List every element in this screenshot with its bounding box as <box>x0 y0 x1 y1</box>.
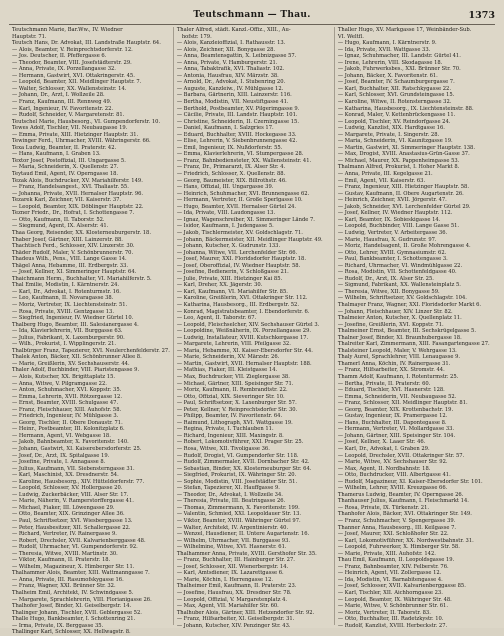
directory-entry: — Michael, Maurer, XX. Pappenheimgasse 53. <box>337 157 460 164</box>
directory-entry: — Karl, Schlosser, XVI. Grundsteingasse 15. <box>337 92 455 99</box>
directory-entry: — Josef, Kellner, IV. Wiedner Hauptstr. 112. <box>337 210 453 217</box>
directory-entry: — Paul, Schriftsetzer, XVI. Wiesberggasse 13. <box>12 518 133 525</box>
directory-entry: — Michael, Gärtner, XIII. Speisinger Str. 71. <box>176 380 294 387</box>
directory-entry: Hauptstr. 71. <box>12 33 47 40</box>
directory-entry: Thalheim Emil, Architekt, IV. Schwindgasse 5. <box>12 590 134 597</box>
directory-entry: — Ludwig, Zuckerbäcker, VIII. Alser Str. 17. <box>12 491 129 498</box>
directory-entry: — Rudolf, Uhrmacher, VI. Gumpendorferstr. 92. <box>12 544 138 551</box>
directory-entry: Thaler Adolf, Buchbinder, VIII. Piaristengasse 9. <box>12 367 140 374</box>
directory-entry: — Moriz, Vertreter, IX. Liechtensteinstr. 51. <box>12 301 128 308</box>
directory-entry: Thäder Rudolf, Maler, V. Schönbrunnerstr. 70. <box>12 249 134 256</box>
directory-entry: — Johann, Kutscher, XIV. Penzinger Str. 43. <box>176 622 291 629</box>
directory-entry: — Jos. Deutscher, II. Pfeffergasse 6. <box>12 53 107 60</box>
directory-entry: — Leopold, Drechsler, XVII. Ottakringer Str. 57. <box>337 452 465 459</box>
directory-entry: — Rudolf, Schneider, V. Margaretenstr. 81. <box>12 112 125 119</box>
directory-entry: — Robert, Drechsler, XVII. Kalvarienberggasse 48. <box>12 537 146 544</box>
running-title: Teutschmann — Thau. <box>193 10 311 20</box>
directory-entry: — Karl, Lokomotivführer, XX. Nordwestbahnstr. 31. <box>337 537 474 544</box>
directory-entry: — Robert, Lokomotivführer, XXI. Prager Str. 25. <box>176 439 304 446</box>
column-right <box>335 27 495 629</box>
directory-entry: — Wilh., Prokurist, I. Wipplingerstr. 21. <box>12 341 117 348</box>
directory-entry: Thalmeiner Ernst, Beamter, III. Sechskrügelgasse 5. <box>337 328 476 335</box>
directory-entry: — Richard, Vertreter, IV. Rainergasse 9. <box>12 531 117 538</box>
directory-entry: Thalheimer Emil, Kaufmann, II. Praterstr. 23. <box>176 583 297 590</box>
directory-entry: — Karl, Kaufmann, VI. Mariahilfer Str. 85. <box>176 288 288 295</box>
directory-entry: — Viktor, Beamter, XVIII. Währinger Gürtel 97. <box>176 518 301 525</box>
directory-entry: — Regina, Private, I. Tuchlauben 11. <box>176 426 274 433</box>
directory-entry: Thalhofer Josef, Binder, XI. Geiselbergstr. 14. <box>12 603 132 610</box>
directory-entry: — Maria, Schneiderin, X. Quellenstr. 27. <box>12 164 119 171</box>
directory-entry: — Marie, Private, XIII. Auhofstr. 142. <box>337 550 436 557</box>
directory-entry: — Georg, Baumeister, XIX. Billrothstr. 46. <box>176 177 287 184</box>
directory-entry: — Franz, Hilfsarbeiter, XI. Geiselbergstr. 31. <box>176 616 295 623</box>
directory-entry: — Heinrich, Schuhmacher, XVI. Brunnengasse 62. <box>176 190 310 197</box>
directory-entry: — Friedrich, Ingenieur, IV. Mühlgasse 3. <box>12 413 119 420</box>
directory-entry: Tewinger Ferd., Uhrmacher, XVIII. Währingerstr. 66. <box>12 138 151 145</box>
page-header <box>9 10 495 25</box>
directory-entry: — Moriz, Kaufmann, II. Rembrandtstr. 22. <box>176 387 288 394</box>
directory-entry: — Berthold, Postbeamter, XV. Pilgerimgasse 9. <box>176 105 300 112</box>
directory-entry: Thalner Josef, Binder, XI. Braunhubergasse 18. <box>337 334 462 341</box>
directory-entry: — Walter, Schlosser, XX. Wallensteinstr. 14. <box>12 85 127 92</box>
page-number: 1373 <box>468 10 495 21</box>
directory-entry: — Ida, Private, VIII. Laudongasse 13. <box>176 210 276 217</box>
directory-entry: Thal Emilie, Modistin, I. Kärntnerstr. 24. <box>12 282 120 289</box>
directory-entry: — Karl, Tischler, XII. Aichhorngasse 23. <box>337 590 443 597</box>
directory-entry: — Marie, Hausfrau, X. Gudrunstr. 97. <box>337 236 437 243</box>
directory-entry: — Viktor, Kaufmann, II. Praterstr. 18. <box>12 557 111 564</box>
directory-entry: — Emma, Lehrerin, XVII. Rötzergasse 12. <box>12 393 122 400</box>
directory-entry: — Katharina, Hausbesorg., IX. Liechtensteinstr. 88. <box>337 105 474 112</box>
directory-entry: — Johann, Bäcker, X. Favoritenstr. 61. <box>337 72 438 79</box>
directory-entry: — Emil, Agent, VII. Kaiserstr. 63. <box>337 177 426 184</box>
directory-entry: Thaller Hugo, XV. Markgasse 17, Weinbänder-Sub. <box>337 27 472 33</box>
directory-entry: Teytaud Emil, Agent, IV. Operngasse 18. <box>12 171 119 178</box>
directory-entry: — Jakob, Schneider, XVI. Lerchenfelder Gürtel 29. <box>337 203 471 210</box>
directory-entry: — Alois, Zeichner, XII. Bonygasse 28. <box>176 46 276 53</box>
directory-entry: Teutschmann Marie, Bar.Ww., IV. Wiedner <box>12 27 123 33</box>
directory-entry: — Sophie, Modistin, VIII. Josefstädter Str. 51. <box>176 478 298 485</box>
directory-entry: Thalmayer Franz, Wagner, XXI. Floridsdorfer Markt 6. <box>337 301 482 308</box>
directory-entry: — Julie, Private, XIII. Hietzinger Kai 85. <box>176 275 283 282</box>
directory-entry: — Karl, Maschinist, XX. Dresdnerstr. 54. <box>12 472 119 479</box>
directory-entry: — Franz, Handelsangest., XVI. Thaliastr. 55. <box>12 184 129 191</box>
directory-entry: — Rudolf, Dr., Arzt, IX. Alser Str. 25. <box>337 275 434 282</box>
directory-entry: — Leopold, Beamter, XII. Meidlinger Hauptstr. 7. <box>12 79 142 86</box>
directory-entry: — Jakob, Fuhrwerksbes., XXI. Brünner Str. 70. <box>337 66 461 73</box>
directory-entry: — Rudolf, Magazineur, XI. Kaiser-Ebersdorfer Str. 101. <box>337 478 483 485</box>
directory-entry: — Leopold, Buchbinder, VIII. Lange Gasse 51. <box>337 223 460 230</box>
directory-entry: — Leopold, Beamter, IX. Währinger Str. 48. <box>337 596 452 603</box>
directory-entry: — Leopold, Offizial, V. Margaretenplatz 4. <box>176 596 288 603</box>
directory-entry: — Franz, Wagner, XXI. Brünner Str. 32. <box>12 583 116 590</box>
directory-entry: — Franz, Schlosser, XII. Meidlinger Hauptstr. 81. <box>337 400 468 407</box>
directory-entry: — Wilhelm, Uhrmacher, VII. Burggasse 93. <box>176 537 291 544</box>
directory-entry: — Jakob, Tischlermeister, XV. Goldschlagstr. 71. <box>176 229 303 236</box>
directory-entry: Thaichmann Herm., Buchhalter, VI. Mariahilferstr. 5. <box>12 275 152 282</box>
directory-entry: — Josef, Oberoffizial, IV. Wiedner Hauptstr. 58. <box>176 262 301 269</box>
directory-entry: — Karl, Dr., Advokat, I. Graben 29. <box>337 446 430 452</box>
directory-entry: Thalle Hugo, Bankbeamter, I. Schottenring 21. <box>12 616 136 623</box>
directory-entry: — Johann, Gastwirt, XI. Kaiserebersdorferstr. 25. <box>12 446 142 452</box>
directory-entry: Tezner Friedr., Dr., Hofrat, I. Schottengasse 7. <box>12 210 135 217</box>
directory-entry: — Marie, Näherin, V. Ramperstorffergasse 41. <box>12 498 134 505</box>
directory-entry: — Gustav, Kaufmann, II. Obere Augartenstr. 26. <box>337 190 464 197</box>
directory-entry: hofstr. 179. <box>181 33 212 40</box>
directory-entry: — Otto, Kaufmann, II. Taborstr. 52. <box>12 216 105 223</box>
directory-entry: — Siegfried, Prokurist, IX. Währinger Str. 20. <box>176 472 297 479</box>
directory-entry: Thalberg Hugo, Beamter, III. Salesianergasse 4. <box>12 321 139 328</box>
directory-entry: — Cäcilie, Private, III. Landstr. Hauptstr. 101. <box>176 112 298 119</box>
directory-entry: — Heinr., Postbeamter, III. Kolonitzplatz 6. <box>12 426 125 433</box>
directory-entry: — Otto, Buchhalter, III. Radetzkystr. 10. <box>337 616 444 623</box>
directory-entry: — Ida, Klavierlehrerin, VII. Burggasse 63. <box>12 328 123 335</box>
directory-entry: Tezak Alois, Buchdrucker, XV. Mariahilferstr. 149. <box>12 177 143 184</box>
directory-entry: — Sebastian, Binder, XX. Klosterneuburger Str. 64. <box>176 465 312 472</box>
directory-entry: — Richard, Uhrmacher, VI. Windmühlgasse 22. <box>337 262 463 269</box>
directory-entry: — Karl, Beamter, IX. Sobieskigasse 14. <box>337 216 441 223</box>
directory-entry: — Otto, Lehrer, XVIII. Gymnasiumstr. 62. <box>337 249 447 256</box>
directory-entry: Thalhammer Alois, Beamter, XIII. Wattmanngasse 7. <box>12 570 150 577</box>
directory-entry: — Antonia, Hausfrau, XIV. Märzstr. 38. <box>176 72 279 79</box>
directory-entry: — Theresia, Witwe, XII. Bonygasse 59. <box>337 288 440 295</box>
directory-entry: — Anna, Private, III. Rasumofskygasse 16. <box>12 576 124 583</box>
directory-entry: — Emma, Klavierlehrerin, VI. Stumpergasse 28. <box>176 151 304 158</box>
directory-entry: — Franz, Ingenieur, XIII. Hietzinger Hauptstr. 58. <box>337 184 469 191</box>
directory-entry: — Otto, Beamter, XIX. Grinzinger Allee 36. <box>12 511 125 518</box>
directory-entry: — Valentin, Schmied, XXI. Leopoldauer Str. 13. <box>176 511 302 518</box>
directory-entry: Thaa Georg, Reisender, XX. Klosterneuburgerstr. 18. <box>12 229 151 236</box>
directory-entry: — Ernst, Beamter, XVIII. Schulgasse 47. <box>12 400 119 407</box>
directory-entry: — Alois, Kutscher, XX. Brigittaplatz 15. <box>12 373 116 380</box>
directory-entry: — Josefine, Greißlerin, XVI. Koppstr. 71. <box>337 321 444 328</box>
directory-entry: — Leopold, Schlosser, XV. Hollergasse 20. <box>12 485 123 492</box>
directory-entry: — Margarete, Sprachlehrerin, VIII. Florianigasse 26. <box>12 596 152 603</box>
directory-entry: — Anna, Beamtensgattin, X. Leibnizgasse 57. <box>176 53 297 60</box>
directory-entry: — Karoline, Greißlerin, XVI. Ottakringer Str. 112. <box>176 295 308 302</box>
column-left <box>9 27 174 636</box>
directory-entry: — Jakob, Bahnbeamter, X. Favoritenstr. 140. <box>12 439 129 446</box>
directory-entry: — Hugo, Kaufmann, I. Kärntnerstr. 9. <box>337 40 437 47</box>
directory-entry: — Julius, Fabrikant, X. Laxenburgerstr. 90. <box>12 334 125 341</box>
column-middle <box>174 27 335 629</box>
directory-entry: — Maria, Hebamme, XI. Kaiser-Ebersdorfer Str. 44. <box>176 347 313 354</box>
directory-entry: — Johanna, Witwe, VII. Lerchenfelder Str. 66. <box>176 249 298 256</box>
directory-entry: — Paul, Schriftsetzer, X. Laxenburger Str. 57. <box>176 400 297 407</box>
directory-entry: — Otto, Buchdrucker, VIII. Albertgasse 41. <box>337 472 451 479</box>
directory-entry: — Anna, Witwe, V. Pilgramgasse 22. <box>12 380 107 387</box>
directory-entry: — Paul, Bankbeamter, I. Schottengasse 3. <box>337 256 448 263</box>
directory-entry: — Marie, Witwe, V. Schönbrunner Str. 61. <box>337 603 448 610</box>
directory-entry: — Konrad, Maler, V. Kettenbrückengasse 11. <box>337 112 456 119</box>
directory-entry: — Josef, Schlosser, XVII. Kalvarienberggasse 85. <box>337 583 466 590</box>
directory-entry: — Elise, Lehrerin, V. Siebenbrunnengasse 42. <box>176 138 298 145</box>
directory-entry: Thalbürger Franz, Tapezierer, XVI. Neulerchenfelderstr. 27. <box>12 347 170 354</box>
directory-entry: — Rudolf, Drogist, VI. Gumpendorfer Str. 118. <box>176 452 299 459</box>
directory-entry: Thägel Anna, Hebamme, III. Erdbergstr. 33. <box>12 262 129 269</box>
directory-entry: — Franz, Fleischhauer, XIII. Auhofstr. 58. <box>12 406 122 413</box>
directory-entry: — Siegmund, Agent, IX. Alserstr. 41. <box>12 223 109 230</box>
directory-entry: — Josefine, Private, I. Annagasse 8. <box>12 459 106 466</box>
directory-entry: Teutsch Hans, Dr. Advokat, III. Landstraße Hauptstr. 64. <box>12 40 161 47</box>
directory-entry: Thaly Aurel, Sprachlehrer, VIII. Lenaugasse 9. <box>337 354 461 361</box>
directory-entry: — Karoline, Witwe, II. Rotensterngasse 32. <box>337 99 452 106</box>
directory-entry: — Bertha, Modistin, VII. Neustiftgasse 41. <box>176 99 289 106</box>
directory-entry: — Gustav, Ingenieur, IX. Pramergasse 12. <box>337 413 448 420</box>
directory-entry: — Moriz, Handelsagent, II. Große Mohrengasse 4. <box>337 243 471 250</box>
directory-entry: — Bertha, Private, II. Praterstr. 60. <box>337 380 431 387</box>
directory-entry: — Johann, Dr., Arzt, I. Wollzeile 28. <box>12 92 105 99</box>
directory-entry: — Wilhelm, Lehrer, XVIII. Kreuzgasse 66. <box>337 485 448 492</box>
directory-entry: — Ludwig, Installateur, XVIII. Kutschkergasse 17. <box>176 334 309 341</box>
directory-entry: — Karoline, Hausbesorg., XIV. Hütteldorferstr. 77. <box>12 478 145 485</box>
directory-entry: — Theresia, Private, III. Beatrixgasse 26. <box>176 498 286 505</box>
directory-entry: — Johann, Gärtner, XIII. Speisinger Str. 104. <box>337 432 456 439</box>
directory-entry: — Franz, Buchhalter, III. Hainburger Str. 27. <box>176 557 295 564</box>
directory-entry: — Mathias, Fiaker, III. Kleistgasse 14. <box>176 367 278 374</box>
directory-entry: — Martin, Gastwirt, XI. Simmeringer Hauptstr. 138. <box>337 144 475 151</box>
directory-entry: — Richard, Ingenieur, XIII. Maxingstr. 8. <box>176 432 284 439</box>
directory-entry: Textor Josef, Postoffizial, III. Ungargasse 5. <box>12 157 126 164</box>
directory-entry: Thanhofer Alois, Bäcker, XVI. Ottakringer Str. 149. <box>337 511 472 518</box>
directory-entry: — Ida, Modistin, VI. Barnabitengasse 4. <box>337 576 443 583</box>
directory-entry: — Emma, Private, XIII. Hietzinger Hauptstr. 31. <box>12 131 139 138</box>
columns-container <box>9 27 495 636</box>
directory-entry: — Rudolf, Zimmermaler, XVII. Dornbacher Str. 42. <box>176 459 310 466</box>
directory-entry: — Johann, Bäckermeister, XII. Meidlinger Hauptstr. 49. <box>176 236 323 243</box>
directory-entry: — Max, Drogist, XVIII. Anastasius-Grün-Gasse 37. <box>337 151 470 158</box>
directory-entry: — Wenzel, Hausdiener, II. Untere Augartenstr. 16. <box>176 531 310 538</box>
directory-entry: — Peter, Kellner, V. Reinprechtsdorfer Str. 30. <box>176 406 298 413</box>
directory-entry: — Leopold, Beamter, XIX. Döblinger Hauptstr. 22. <box>12 203 144 210</box>
directory-entry: — Anna, Private, III. Kegelgasse 21. <box>337 171 433 178</box>
directory-entry: — Rosa, Private, IX. Türkenstr. 21. <box>337 504 430 511</box>
directory-entry: — Hans, Offizial, III. Ungargasse 39. <box>176 184 274 191</box>
directory-entry: Thalmann Alfred, Prokurist, I. Hoher Markt 8. <box>337 164 460 171</box>
directory-entry: — Heinrich, Zeichner, XVII. Jörgerstr. 47. <box>337 197 447 204</box>
directory-entry: — Stefan, Tapezierer, XI. Hauffgasse 9. <box>176 485 280 492</box>
directory-entry: — Marie, Witwe, XV. Sechshauser Str. 92. <box>337 459 448 466</box>
directory-entry: — Otto, Offizial, XIX. Sieveringer Str. 10. <box>176 393 285 400</box>
directory-entry: — Georg, Tischler, II. Obere Donaustr. 71. <box>12 419 123 426</box>
directory-entry: Thalek Anton, Bäcker, XII. Schönbrunner Allee 8. <box>12 354 142 361</box>
directory-entry: — Anna, Private, V. Hamburgerstr. 21. <box>176 59 278 66</box>
directory-entry: — Leopold, Tischler, XV. Reindorfgasse 24. <box>337 118 451 125</box>
directory-entry: — Marie, Greißlerin, XV. Sechshauserstr. 44. <box>12 360 130 367</box>
directory-entry: — Hermann, Gastwirt, XVI. Ottakringerstr. 45. <box>12 72 135 79</box>
directory-entry: — Sigmund, Fabrikant, XX. Wallensteinplatz 5. <box>337 282 461 289</box>
directory-entry: — Theresia, Witwe, XVIII. Martinstr. 30. <box>12 550 118 557</box>
directory-entry: — Johanna, Private, XVII. Hernalser Hauptstr. 96. <box>12 190 144 197</box>
directory-entry: — Siegfried, Ingenieur, IV. Wiedner Gürtel 10. <box>12 315 134 322</box>
directory-entry: Thalhammer Anna, Private, XVIII. Gersthofer Str. 35. <box>176 550 317 557</box>
directory-entry: — Philipp, Beamter, IV. Favoritenstr. 64. <box>176 413 283 420</box>
directory-entry: — Friedrich, Schlosser, X. Quellenstr. 88. <box>176 171 286 178</box>
directory-entry: — Leo, Kaufmann, II. Novaragasse 38. <box>12 295 114 302</box>
directory-entry: Thaber Josef, Gärtner, XIII. Lainzerstr. 88. <box>12 236 123 243</box>
directory-entry: — Isidor, Kaufmann, I. Judengasse 5. <box>176 223 274 230</box>
directory-entry: — Moriz, Vertreter, II. Taborstr. 83. <box>337 609 431 616</box>
directory-entry: — Anton, Schuhmacher, XVI. Koppstr. 35. <box>12 387 122 394</box>
directory-entry: — Leo, Agent, II. Taborstr. 67. <box>176 315 257 322</box>
directory-entry: — Margarete, Private, I. Singerstr. 28. <box>337 131 440 138</box>
directory-entry: — Georg, Beamter, XIX. Krottenbachstr. 19. <box>337 406 454 413</box>
directory-entry: — Leopold, Fuhrwerker, X. Himberger Str. 58. <box>337 544 460 551</box>
directory-entry: — Hermann, Vertreter, II. Große Sperlgasse 10. <box>176 197 303 204</box>
directory-entry: — Karl, Ingenieur, IV. Favoritenstr. 22. <box>12 105 114 112</box>
directory-entry: — Christine, Schneiderin, II. Czerningasse 15. <box>176 118 299 125</box>
directory-entry: Tewes Adolf, Tischler, VII. Neubaugasse 19. <box>12 125 128 132</box>
directory-entry: — Hugo, Beamter, XVII. Hernalser Gürtel 24. <box>176 203 297 210</box>
directory-entry: — Auguste, Kanzleiw., IV. Mühlgasse 12. <box>176 85 284 92</box>
directory-entry: — Ludwig, Kanzlist, XIX. Hardtgasse 16. <box>337 125 445 132</box>
directory-entry: — Ignaz, Wagenschreiber, XI. Simmeringer Lände 7. <box>176 216 315 223</box>
directory-entry: — Katharina, Hausbesorg., III. Erdbergstr. 52. <box>176 301 300 308</box>
directory-entry: — Hermann, Agent, VI. Webgasse 18. <box>12 432 111 439</box>
directory-entry: — Wilhelm, Magazineur, X. Himberger Str. 11. <box>12 563 135 570</box>
directory-entry: — Eduard, Tischler, XVI. Hasnerstr. 128. <box>337 387 445 394</box>
directory-entry: — Raimund, Lithograph, XVI. Wattgasse 19. <box>176 419 293 426</box>
directory-entry: Thalmeier Anton, Kutscher, X. Quellenplatz 11. <box>337 315 462 322</box>
directory-entry: — Rosa, Modistin, VII. Schottenfeldgasse 40. <box>337 269 457 276</box>
directory-entry: — Theodor, Beamter, VIII. Josefstädterstr. 29. <box>12 59 132 66</box>
directory-entry: — Karl, Dr., Advokat, I. Rotenturmstr. 16. <box>12 288 121 295</box>
directory-entry: — Wilhelmine, Witwe, XVI. Hasnerstr. 61. <box>176 544 287 551</box>
directory-entry: — Josef, Dr., Arzt, IX. Spitalgasse 19. <box>12 452 110 459</box>
directory-entry: — Hermann, Vertreter, VI. Mollardgasse 33. <box>337 426 455 433</box>
directory-entry: — Josef, Maurer, XXI. Floridsdorfer Hauptstr. 18. <box>176 256 306 263</box>
directory-entry: Thamerl Anna, Köchin, IV. Rainergasse 31. <box>337 360 451 367</box>
directory-entry: Thanner Anna, Hausbesorg., III. Keilgasse 7. <box>337 524 457 531</box>
directory-entry: Thachtisch Ferd., Schlosser, XIV. Linzerstr. 30. <box>12 243 135 250</box>
directory-entry: — Alois, Beamter, V. Reinprechtsdorferstr. 12. <box>12 46 133 53</box>
directory-entry: — Max, Buchdrucker, VII. Zieglergasse 38. <box>176 373 290 380</box>
directory-entry: — Franz, Kaufmann, III. Rennweg 49. <box>12 99 112 106</box>
directory-entry: Thalsteiner Leopold, Maler, V. Wehrgasse 13. <box>337 347 457 354</box>
directory-entry: — Karl, Amtsdiener, IX. Lazarettgasse 6. <box>176 570 284 577</box>
directory-entry: — Leopoldine, Weißnäherin, IX. Porzellangasse 29. <box>176 328 312 335</box>
directory-entry: — Karl, Buchhalter, XII. Ratschkygasse 22. <box>337 85 451 92</box>
directory-entry: — Josef, Schlosser, XII. Wienerbergstr. 14. <box>176 563 289 570</box>
directory-entry: — Karl, Dreher, XX. Jägerstr. 30. <box>176 282 263 289</box>
directory-entry: Thaler Alfred, städt. Kanzl.-Offiz., XIII., Au- <box>176 27 291 33</box>
directory-entry: — Marie, Schneiderin, XV. Märzstr. 26. <box>176 354 280 361</box>
directory-entry: — Ida, Private, XVII. Wattgasse 33. <box>337 46 431 53</box>
directory-entry: — Anna, Private, IX. Porzellangasse 32. <box>12 66 116 73</box>
directory-entry: — Franz, Schuhmacher, V. Spengergasse 39. <box>337 518 456 525</box>
directory-entry: — Max, Agent, II. Nordbahnstr. 18. <box>337 465 431 472</box>
directory-entry: — Walter, Architekt, IV. Argentinierstr. 40. <box>176 524 289 531</box>
directory-entry: Thau Emil, Kaufmann, II. Leopoldsgasse 19. <box>337 557 455 564</box>
directory-entry: — Wilhelm, Schriftsetzer, XV. Goldschlagstr. 104. <box>337 295 467 302</box>
directory-entry: Thamerus Ludwig, Beamter, IV. Operngasse 26. <box>337 491 464 498</box>
directory-entry: Tezarek Karl, Zeichner, VII. Kaiserstr. 37. <box>12 197 122 204</box>
directory-entry: — Margarete, Lehrerin, VIII. Pfeilgasse 32. <box>176 341 291 348</box>
directory-entry: — Martin, Gastwirt, XVII. Hernalser Hauptstr. 188. <box>176 360 312 367</box>
directory-entry: — Rosa, Witwe, XII. Tivoligasse 36. <box>176 446 270 452</box>
directory-entry: — Hans, Kaufmann, I. Graben 13. <box>12 151 101 158</box>
directory-entry: Thalinger Johann, Tischler, XVII. Geblergasse 52. <box>12 609 142 616</box>
directory-entry: — Irene, Lehrerin, VIII. Skodagasse 18. <box>337 59 443 66</box>
directory-entry: — Josefine, Bedienerin, V. Schloßgasse 21. <box>176 269 289 276</box>
directory-entry: — Maria, Schneiderin, VI. Kaunitzgasse 19. <box>337 138 453 145</box>
directory-entry: — Leopold, Fleischselcher, XIV. Sechshauser Gürtel 3. <box>176 321 320 328</box>
directory-entry: — Irma, Private, IX. Berggasse 35. <box>12 622 104 629</box>
directory-entry: Thallinger Karl, Schlosser, XX. Hellwagstr. 8. <box>12 629 131 636</box>
directory-entry: — Alois, Kanzleioffizial, I. Rathausstr. 13. <box>176 40 286 47</box>
directory-entry: — Konrad, Magistratsbeamter, I. Ebendorferstr. 6. <box>176 308 310 315</box>
directory-entry: — Peter, Hausbesitzer, XII. Schallergasse 22. <box>12 524 131 531</box>
directory-entry: — Marie, Köchin, I. Herrengasse 12. <box>176 576 274 583</box>
directory-entry: — Franz, Bahnbeamter, XIV. Felberstr. 76. <box>337 563 449 570</box>
directory-entry: — Julius, Kaufmann, VII. Siebensterngasse 31. <box>12 465 135 472</box>
directory-entry: — Ludwig, Vertreter, V. Arbeitergasse 36. <box>337 229 448 236</box>
directory-entry: Thalhuber Alois, Gärtner, XIII. Hetzendorfer Str. 92. <box>176 609 315 616</box>
directory-entry: — Rosa, Private, XVIII. Gentzgasse 13. <box>12 308 114 315</box>
directory-entry: — Thomas, Zimmermann, X. Favoritenstr. 199. <box>176 504 300 511</box>
directory-entry: — Franz, Bahnbediensteter, XX. Wallensteinstr. 41. <box>176 157 312 164</box>
directory-entry: — Barbara, Gärtnerin, XIII. Lainzerstr. 116. <box>176 92 292 99</box>
directory-entry: Texa Ludwig, Beamter, II. Praterstr. 42. <box>12 144 117 151</box>
directory-entry: — Johann, Kutscher, X. Gudrunstr. 133. <box>176 243 281 250</box>
directory-entry: — Josef, Kellner, X. Laaer Str. 46. <box>337 439 426 446</box>
directory-entry: VI. Weltfl. <box>337 33 364 40</box>
directory-entry: — Max, Agent, VII. Mariahilfer Str. 60. <box>176 603 279 610</box>
directory-entry: — Josef, Kellner, XI. Simmeringer Hauptstr. 64. <box>12 269 137 276</box>
directory-entry: — Daniel, Kaufmann, I. Salzgries 17. <box>176 125 274 132</box>
directory-entry: — Eduard, Buchhalter, XVIII. Hockegasse 33. <box>176 131 297 138</box>
directory-entry: Thanhauser Julius, Kaufmann, I. Fleischmarkt 14. <box>337 498 469 505</box>
directory-entry: Thamm Adolf, Kaufmann, I. Rotenturmstr. 25. <box>337 373 459 380</box>
directory-entry: — Franz, Hilfsarbeiter, XX. Stromstr. 44. <box>337 367 445 374</box>
directory-entry: — Theodor, Dr., Advokat, I. Wollzeile 34. <box>176 491 283 498</box>
directory-entry: — Michael, Fiaker, III. Löwengasse 29. <box>12 504 115 511</box>
directory-entry: — Heinrich, Agent, VII. Zollergasse 12. <box>337 570 442 577</box>
directory-entry: — Anna, Tabaktrafik, XVI. Thaliastr. 102. <box>176 66 285 73</box>
directory-entry: Thadeus Wilh., Pens., VIII. Lange Gasse 14. <box>12 256 127 263</box>
directory-entry: — Emil, Ingenieur, IX. Nußdorferstr. 55. <box>176 144 283 151</box>
directory-entry: — Hans, Buchhalter, III. Dapontegasse 8. <box>337 419 447 426</box>
directory-entry: — Franz, Dr., Primararzt, IX. Alser Str. 4. <box>176 164 286 171</box>
directory-entry: Teutschel Marie, Hausbesorg., VI. Gumpendorferstr. 10. <box>12 118 161 125</box>
directory-entry: — Josefine, Hausfrau, XX. Dresdner Str. 78. <box>176 590 292 597</box>
directory-entry: — Johann, Fleischhauer, XIV. Linzer Str. 82. <box>337 308 453 315</box>
directory-entry: — Ignaz, Schuhmacher, III. Landstr. Gürtel 41. <box>337 53 461 60</box>
directory-entry: — Josef, Beamter, IV. Schaumburgergasse 7. <box>337 79 455 86</box>
directory-entry: Thalreiter Karl, Zimmermann, XIII. Fasangartengasse 27. <box>337 341 490 348</box>
directory-entry: — Rudolf, Kanzlist, XVIII. Herbeckstr. 27. <box>337 622 448 629</box>
directory-entry: — Emma, Schneiderin, VII. Neubaugasse 52. <box>337 393 457 400</box>
directory-entry: — Arnold, Dr., Advokat, I. Stubenring 20. <box>176 79 286 86</box>
directory-entry: — Josef, Maurer, XXI. Schloßhofer Str. 22. <box>337 531 449 538</box>
